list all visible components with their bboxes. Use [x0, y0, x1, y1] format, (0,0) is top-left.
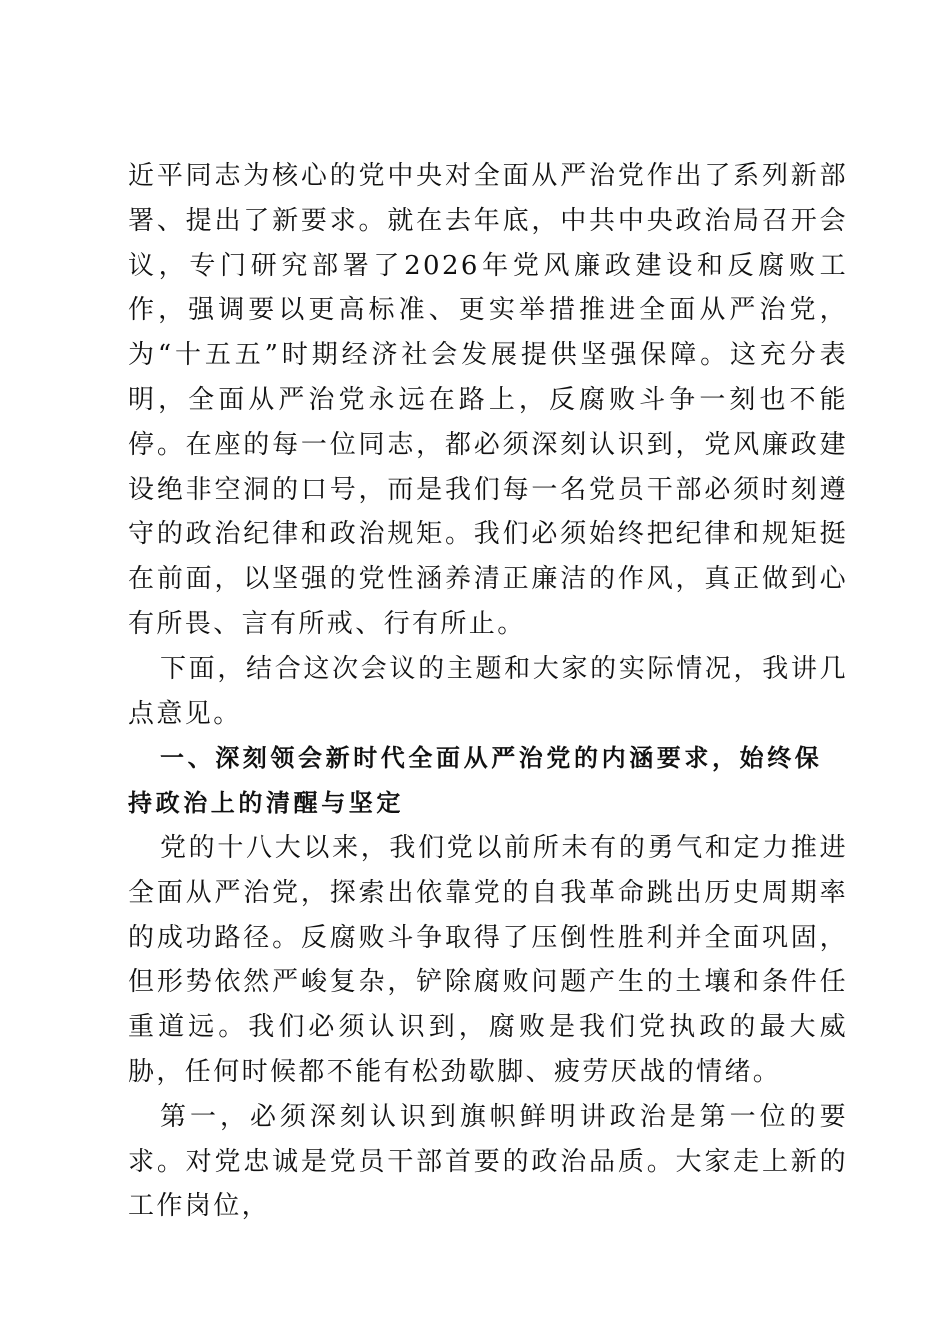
document-body: [128, 154, 848, 1229]
paragraph-intro-continuation: 近平同志为核心的党中央对全面从严治党作出了系列新部署、提出了新要求。就在去年底，中共中央政治局召开会议，专门研究部署了2026年党风廉政建设和反腐败工作，强调要以更高标准、更实举措推进全面从严治党，为“十五五”时期经济社会发展提供坚强保障。这充分表明，全面从严治党永远在路上，反腐败斗争一刻也不能停。在座的每一位同志，都必须深刻认识到，党风廉政建设绝非空洞的口号，而是我们每一名党员干部必须时刻遵守的政治纪律和政治规矩。我们必须始终把纪律和规矩挺在前面，以坚强的党性涵养清正廉洁的作风，真正做到心有所畏、言有所戒、行有所止。: [128, 161, 848, 639]
section-heading-1: 一、深刻领会新时代全面从严治党的内涵要求，始终保持政治上的清醒与坚定: [128, 744, 823, 818]
paragraph-outline-intro: 下面，结合这次会议的主题和大家的实际情况，我讲几点意见。: [128, 653, 848, 729]
paragraph-point-1: 第一，必须深刻认识到旗帜鲜明讲政治是第一位的要求。对党忠诚是党员干部首要的政治品质。大家走上新的工作岗位，: [128, 1101, 848, 1222]
paragraph-section-1-body: 党的十八大以来，我们党以前所未有的勇气和定力推进全面从严治党，探索出依靠党的自我革命跳出历史周期率的成功路径。反腐败斗争取得了压倒性胜利并全面巩固，但形势依然严峻复杂，铲除腐败问题产生的土壤和条件任重道远。我们必须认识到，腐败是我们党执政的最大威胁，任何时候都不能有松劲歇脚、疲劳厌战的情绪。: [128, 832, 848, 1087]
